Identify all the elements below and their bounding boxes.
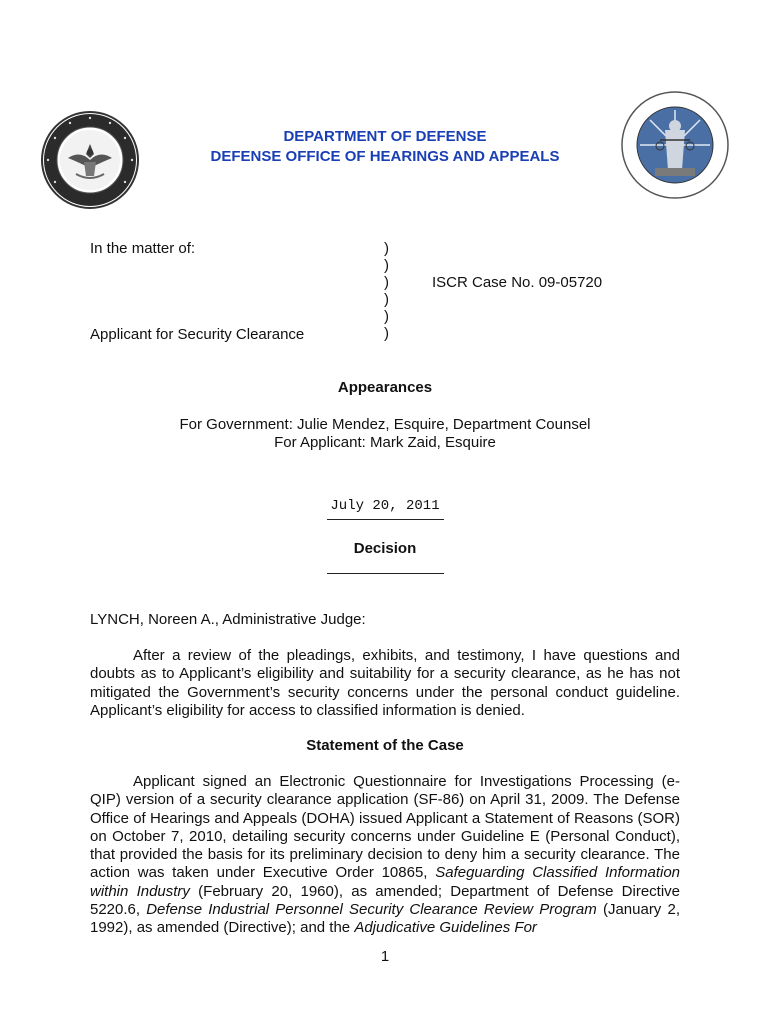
- page-number: 1: [380, 948, 390, 965]
- doha-seal: [620, 90, 730, 200]
- statement-paragraph: [90, 773, 680, 938]
- caption-paren: ): [384, 274, 389, 291]
- intro-paragraph: After a review of the pleadings, exhibits, and testimony, I have questions and doubts as to Applicant’s eligibility and suitability for a security clearance, as he has not mitigated the Government’s security concerns under the personal conduct guideline. Applicant’s eligibility for access to classified information is denied.: [90, 647, 680, 719]
- caption-paren: ): [384, 308, 389, 325]
- applicant-counsel: For Applicant: Mark Zaid, Esquire: [274, 434, 496, 451]
- statement-italic-guidelines-title: Adjudicative Guidelines For: [354, 919, 537, 937]
- statement-text: (January 2, 1992), as amended (Directive); and the: [90, 901, 680, 937]
- header-department: DEPARTMENT OF DEFENSE: [283, 128, 487, 145]
- statement-italic-directive-title: Defense Industrial Personnel Security Clearance Review Program: [146, 901, 597, 919]
- caption-paren: ): [384, 291, 389, 308]
- case-number: ISCR Case No. 09-05720: [432, 274, 603, 291]
- applicant-label: Applicant for Security Clearance: [90, 326, 305, 343]
- decision-rule: [327, 573, 444, 574]
- statement-text: (February 20, 1960), as amended; Department of Defense Directive 5220.6,: [90, 882, 681, 919]
- judge-line: LYNCH, Noreen A., Administrative Judge:: [90, 611, 366, 628]
- decision-heading: Decision: [353, 540, 417, 557]
- caption-paren: ): [384, 257, 389, 274]
- statement-italic-eo-title: Safeguarding Classified Information within Industry: [90, 864, 681, 900]
- header-office: DEFENSE OFFICE OF HEARINGS AND APPEALS: [210, 148, 560, 165]
- caption-paren: ): [384, 325, 389, 342]
- statement-heading: Statement of the Case: [306, 737, 464, 754]
- government-counsel: For Government: Julie Mendez, Esquire, Department Counsel: [179, 416, 591, 433]
- caption-paren: ): [384, 240, 389, 257]
- decision-date: July 20, 2011: [330, 498, 440, 514]
- date-rule: [327, 519, 444, 520]
- matter-label: In the matter of:: [90, 240, 196, 257]
- statement-text: Applicant signed an Electronic Questionnaire for Investigations Processing (e-QIP) version of a security clearance application (SF-86) on April 31, 2009. The Defense Office of Hearings and Appeals (DOHA) issued Applicant a Statement of Reasons (SOR) on October 7, 2010, detailing security concerns under Guideline E (Personal Conduct), that provided the basis for its preliminary decision to deny him a security clearance. The action was taken under Executive Order 10865,: [90, 773, 680, 882]
- appearances-heading: Appearances: [337, 379, 433, 396]
- doha-seal-graphic: [620, 90, 730, 200]
